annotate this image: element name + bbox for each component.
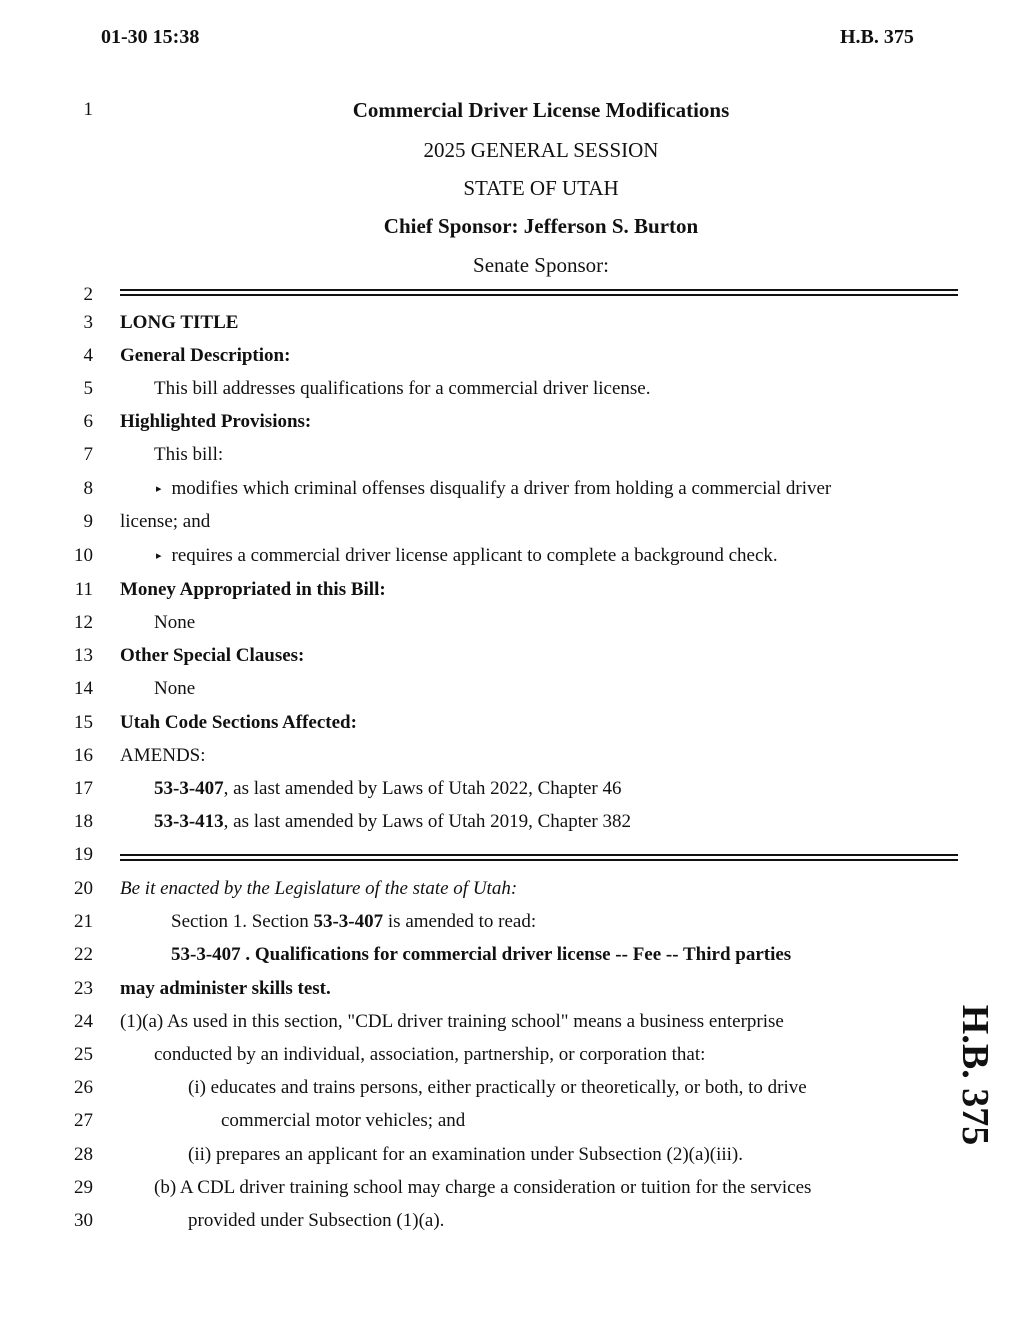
- section-code: 53-3-407: [154, 778, 224, 799]
- provision-continuation: license; and: [120, 511, 211, 532]
- line-7: [0, 440, 1024, 470]
- subsection-text: provided under Subsection (1)(a).: [188, 1210, 445, 1231]
- line-25: [0, 1040, 1024, 1070]
- subsection-text: (1)(a) As used in this section, "CDL driver training school" means a business enterprise: [120, 1011, 784, 1032]
- line-12: [0, 608, 1024, 638]
- header-timestamp: 01-30 15:38: [101, 26, 200, 48]
- section-code: 53-3-407: [313, 911, 384, 932]
- line-16: [0, 741, 1024, 771]
- state-line: STATE OF UTAH: [463, 176, 619, 200]
- line-28: [0, 1140, 1024, 1170]
- line-30: [0, 1206, 1024, 1236]
- line-number: 30: [74, 1210, 93, 1231]
- bullet-icon: ▸: [156, 483, 162, 495]
- bill-title: Commercial Driver License Modifications: [352, 98, 730, 122]
- line-number: 27: [74, 1110, 93, 1131]
- subsection-text: commercial motor vehicles; and: [221, 1110, 466, 1131]
- line-6: [0, 407, 1024, 437]
- line-number: 7: [83, 444, 93, 465]
- line-number: 16: [74, 745, 93, 766]
- section-heading-continued: may administer skills test.: [120, 978, 331, 999]
- line-4: [0, 341, 1024, 371]
- section-suffix: is amended to read:: [383, 911, 537, 932]
- line-3: [0, 308, 1024, 338]
- line-9: [0, 507, 1024, 537]
- general-description-text: This bill addresses qualifications for a commercial driver license.: [154, 378, 651, 399]
- highlighted-provisions-heading: Highlighted Provisions:: [120, 411, 312, 432]
- line-1: [0, 95, 1024, 125]
- line-number: 12: [74, 612, 93, 633]
- provision-text: requires a commercial driver license applicant to complete a background check.: [171, 545, 778, 566]
- line-number: 15: [74, 712, 93, 733]
- line-number: 10: [74, 545, 93, 566]
- line-24: [0, 1007, 1024, 1037]
- provision-item: [156, 541, 778, 573]
- line-18: [0, 807, 1024, 837]
- line-number: 29: [74, 1177, 93, 1198]
- line-13: [0, 641, 1024, 671]
- line-number: 1: [83, 99, 93, 120]
- double-rule-top: [120, 289, 958, 296]
- line-8: [0, 474, 1024, 504]
- section-history: , as last amended by Laws of Utah 2022, Chapter 46: [223, 778, 622, 799]
- special-clauses-heading: Other Special Clauses:: [120, 645, 305, 666]
- line-number: 23: [74, 978, 93, 999]
- line-number: 4: [83, 345, 93, 366]
- line-27: [0, 1106, 1024, 1136]
- line-number: 19: [74, 844, 93, 865]
- line-22: [0, 940, 1024, 970]
- enacting-clause: Be it enacted by the Legislature of the state of Utah:: [120, 878, 518, 899]
- subsection-text: (ii) prepares an applicant for an examination under Subsection (2)(a)(iii).: [188, 1144, 744, 1165]
- line-29: [0, 1173, 1024, 1203]
- line-23: [0, 974, 1024, 1004]
- line-21: [0, 907, 1024, 937]
- chief-sponsor: Chief Sponsor: Jefferson S. Burton: [383, 214, 699, 238]
- subsection-text: (i) educates and trains persons, either practically or theoretically, or both, to drive: [188, 1077, 807, 1098]
- subsection-text: (b) A CDL driver training school may charge a consideration or tuition for the services: [154, 1177, 812, 1198]
- bullet-icon: ▸: [156, 550, 162, 562]
- header-bill-id: H.B. 375: [840, 26, 914, 48]
- general-description-heading: General Description:: [120, 345, 291, 366]
- line-number: 17: [74, 778, 93, 799]
- section-history: , as last amended by Laws of Utah 2019, Chapter 382: [223, 811, 632, 832]
- line-number: 25: [74, 1044, 93, 1065]
- section-prefix: Section 1. Section: [171, 911, 314, 932]
- line-10: [0, 541, 1024, 571]
- line-number: 22: [74, 944, 93, 965]
- line-17: [0, 774, 1024, 804]
- line-number: 26: [74, 1077, 93, 1098]
- line-number: 8: [83, 478, 93, 499]
- line-number: 9: [83, 511, 93, 532]
- line-11: [0, 575, 1024, 605]
- line-number: 13: [74, 645, 93, 666]
- line-number: 20: [74, 878, 93, 899]
- line-number: 14: [74, 678, 93, 699]
- line-26: [0, 1073, 1024, 1103]
- senate-sponsor: Senate Sponsor:: [473, 253, 609, 277]
- amends-label: AMENDS:: [120, 745, 206, 766]
- amended-section: [154, 807, 631, 837]
- line-5: [0, 374, 1024, 404]
- line-number: 28: [74, 1144, 93, 1165]
- line-number: 21: [74, 911, 93, 932]
- special-clauses-value: None: [154, 678, 196, 699]
- line-number: 24: [74, 1011, 93, 1032]
- double-rule-bottom: [120, 854, 958, 861]
- line-20: [0, 874, 1024, 904]
- section-code: 53-3-413: [154, 811, 224, 832]
- code-sections-heading: Utah Code Sections Affected:: [120, 712, 357, 733]
- line-number: 18: [74, 811, 93, 832]
- provision-text: modifies which criminal offenses disqualify a driver from holding a commercial driver: [171, 478, 832, 499]
- section-amend-statement: [171, 907, 536, 937]
- line-14: [0, 674, 1024, 704]
- line-15: [0, 708, 1024, 738]
- amended-section: [154, 774, 622, 804]
- line-number: 2: [83, 284, 93, 305]
- money-appropriated-value: None: [154, 612, 196, 633]
- line-number: 6: [83, 411, 93, 432]
- provisions-intro: This bill:: [154, 444, 224, 465]
- provision-item: [156, 474, 831, 506]
- subsection-text: conducted by an individual, association, partnership, or corporation that:: [154, 1044, 706, 1065]
- line-number: 11: [74, 579, 93, 600]
- money-appropriated-heading: Money Appropriated in this Bill:: [120, 579, 386, 600]
- section-heading: 53-3-407 . Qualifications for commercial driver license -- Fee -- Third parties: [171, 944, 792, 965]
- long-title-heading: LONG TITLE: [120, 312, 239, 333]
- line-number: 3: [83, 312, 93, 333]
- line-number: 5: [83, 378, 93, 399]
- session-line: 2025 GENERAL SESSION: [423, 138, 659, 162]
- side-bill-label-text: H.B. 375: [954, 1004, 996, 1146]
